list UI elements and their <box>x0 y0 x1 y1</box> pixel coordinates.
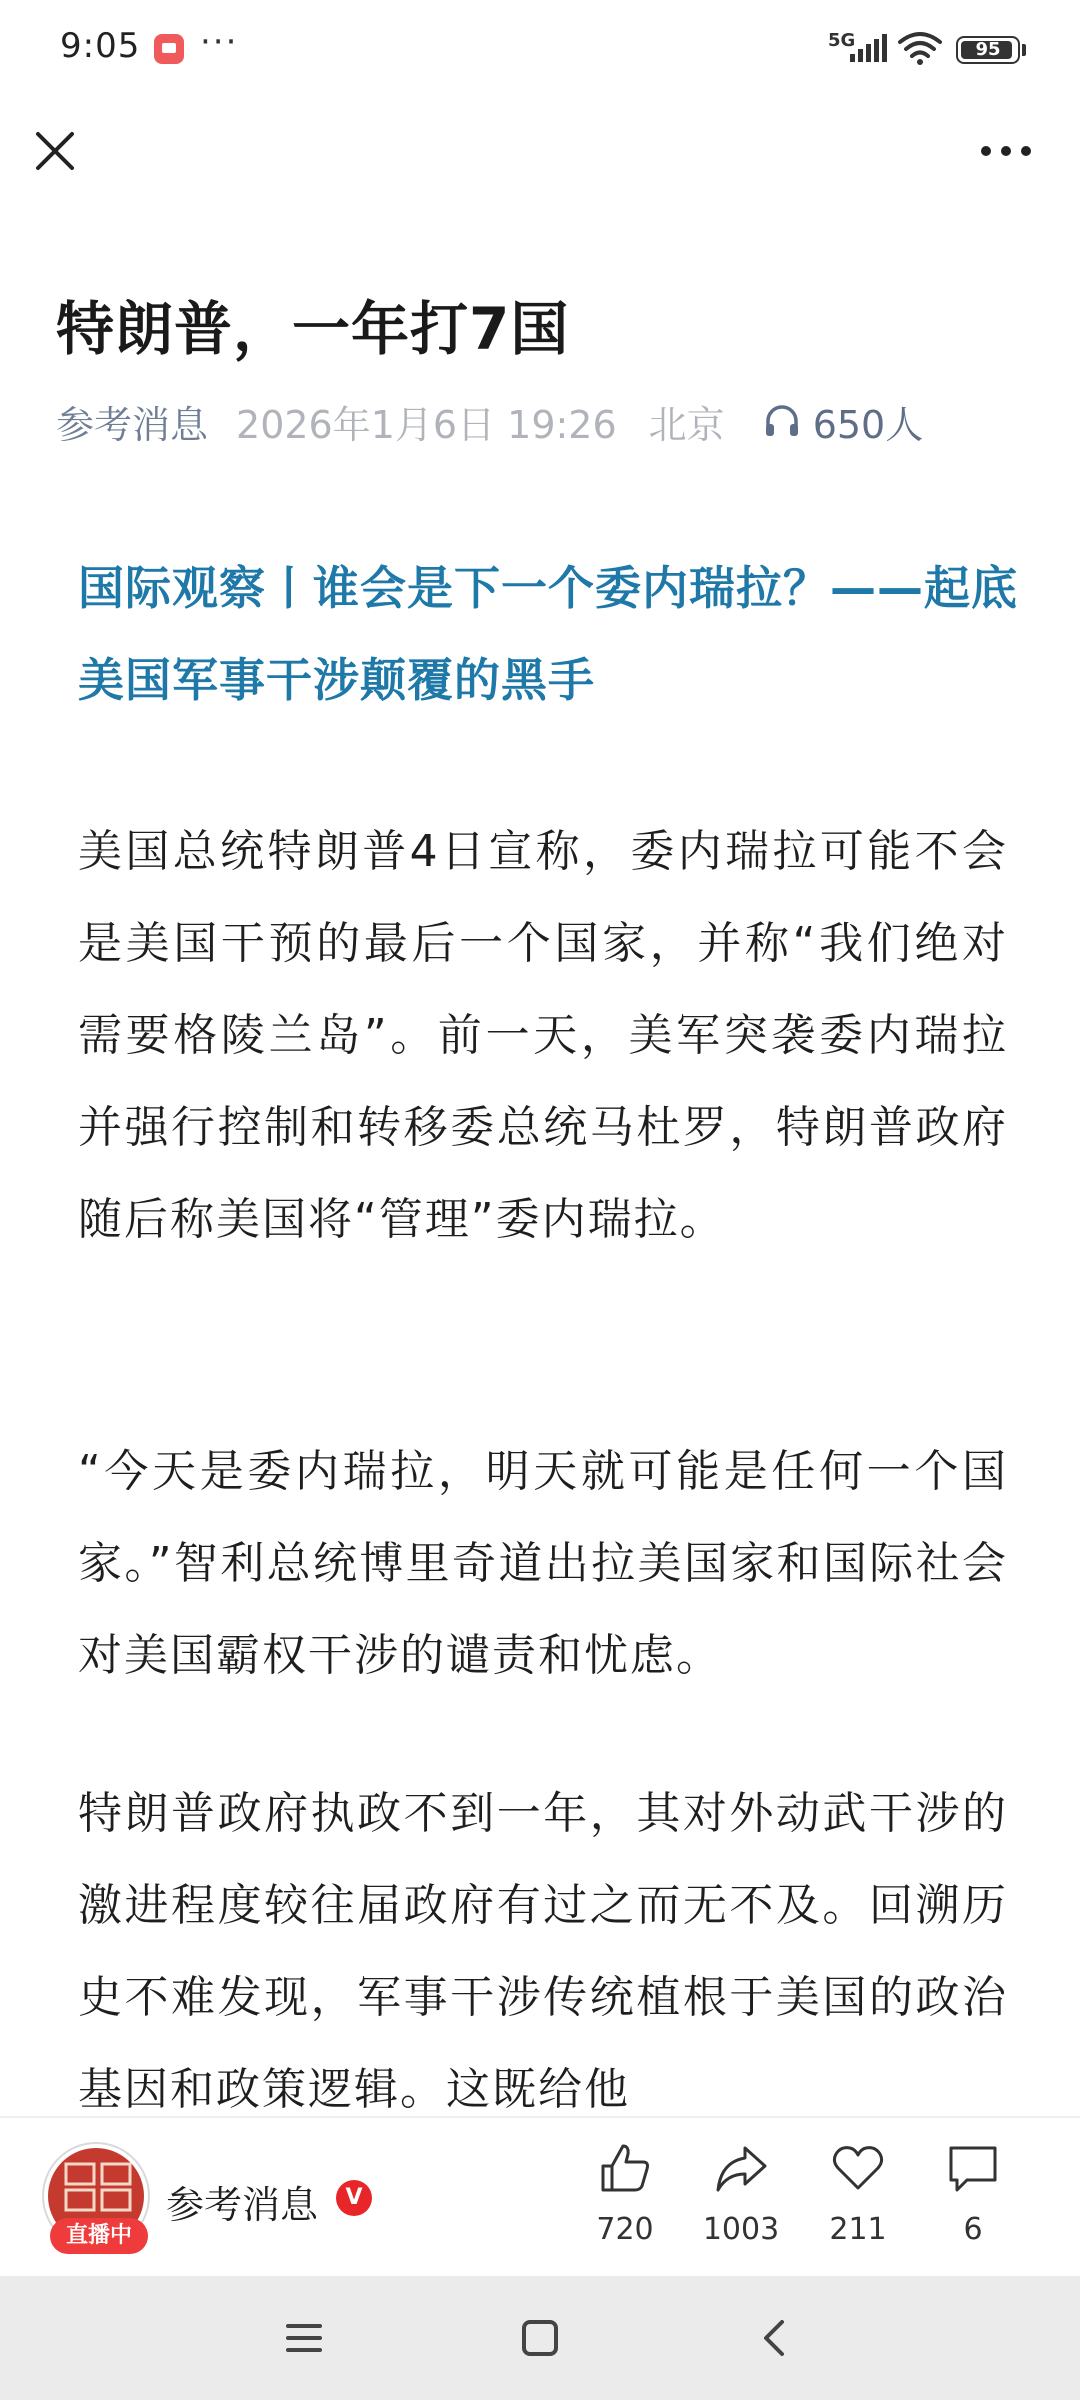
status-time: 9:05 <box>60 26 141 66</box>
article-datetime: 2026年1月6日 19:26 <box>236 402 617 447</box>
wifi-icon <box>896 30 944 66</box>
signal-strength-icon <box>848 34 888 64</box>
listener-count: 650人 <box>812 402 924 447</box>
article-title: 特朗普，一年打7国 <box>56 295 570 363</box>
comment-bubble-icon <box>945 2140 1001 2196</box>
close-icon[interactable] <box>30 126 80 176</box>
listen-button[interactable] <box>763 394 924 449</box>
battery-cap <box>1022 44 1026 56</box>
network-type-label: 5G <box>828 30 856 51</box>
favorite-button[interactable] <box>803 2140 913 2247</box>
author-name[interactable]: 参考消息 <box>166 2183 319 2227</box>
comment-count: 6 <box>963 2212 983 2247</box>
bottom-action-bar <box>0 2116 1080 2274</box>
like-count: 720 <box>596 2212 654 2247</box>
article-meta <box>56 396 923 446</box>
share-count: 1003 <box>702 2212 780 2247</box>
back-chevron-icon[interactable] <box>744 2306 808 2370</box>
status-bar <box>0 0 1080 100</box>
favorite-count: 211 <box>829 2212 887 2247</box>
article-paragraph: “今天是委内瑞拉，明天就可能是任何一个国家。”智利总统博里奇道出拉美国家和国际社会对美国霸权干涉的谴责和忧虑。 <box>78 1446 1008 1681</box>
system-navigation-bar <box>0 2276 1080 2400</box>
share-button[interactable] <box>686 2140 796 2247</box>
heart-icon <box>830 2140 886 2196</box>
home-square-icon[interactable] <box>508 2306 572 2370</box>
related-article-link[interactable]: 国际观察丨谁会是下一个委内瑞拉？——起底美国军事干涉颠覆的黑手 <box>78 561 1018 707</box>
comment-button[interactable] <box>918 2140 1028 2247</box>
menu-icon[interactable] <box>272 2306 336 2370</box>
battery-percent: 95 <box>975 39 1001 60</box>
headphones-icon <box>763 402 801 440</box>
live-badge: 直播中 <box>50 2218 148 2254</box>
article-source[interactable]: 参考消息 <box>56 402 209 447</box>
article-location: 北京 <box>648 402 725 447</box>
author-logo-seal <box>62 2158 134 2216</box>
article-paragraph: 特朗普政府执政不到一年，其对外动武干涉的激进程度较往届政府有过之而无不及。回溯历史不难发现，军事干涉传统植根于美国的政治基因和政策逻辑。这既给他 <box>78 1788 1008 2115</box>
like-button[interactable] <box>570 2140 680 2247</box>
notification-app-icon <box>154 34 184 64</box>
more-options-icon[interactable] <box>978 134 1034 168</box>
status-more-icon: ··· <box>200 22 239 62</box>
share-arrow-icon <box>713 2140 769 2196</box>
battery-icon <box>956 36 1020 64</box>
article-paragraph: 美国总统特朗普4日宣称，委内瑞拉可能不会是美国干预的最后一个国家，并称“我们绝对需要格陵兰岛”。前一天，美军突袭委内瑞拉并强行控制和转移委总统马杜罗，特朗普政府随后称美国将“管理”委内瑞拉。 <box>78 826 1008 1245</box>
thumbs-up-icon <box>597 2140 653 2196</box>
verified-badge-icon: V <box>336 2180 372 2216</box>
